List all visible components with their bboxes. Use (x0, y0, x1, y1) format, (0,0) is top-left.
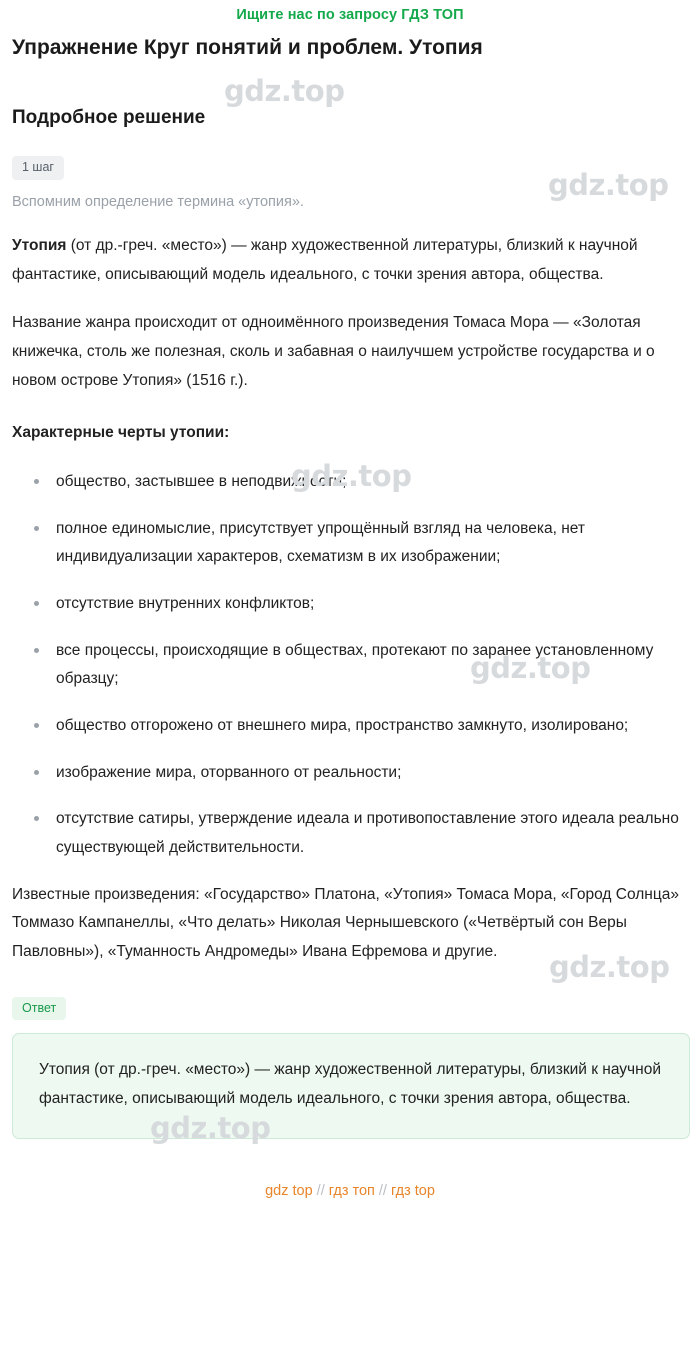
origin-paragraph: Название жанра происходит от одноимённого произведения Томаса Мора — «Золотая книжечка, столь же полезная, сколь и забавная о наилучшем устройстве государства и о новом острове Утопия» (1516 г.). (12, 314, 655, 389)
watermark: gdz.top (150, 1111, 271, 1145)
watermark: gdz.top (291, 459, 412, 493)
list-item: изображение мира, оторванного от реальности; (34, 759, 690, 788)
answer-box: Утопия (от др.-греч. «место») — жанр художественной литературы, близкий к научной фантастике, описывающий модель идеального, с точки зрения автора, общества. (12, 1033, 690, 1138)
watermark: gdz.top (548, 168, 669, 202)
watermark: gdz.top (470, 651, 591, 685)
step-hint-text: Вспомним определение термина «утопия». (12, 193, 304, 210)
watermark: gdz.top (224, 74, 345, 108)
answer-badge: Ответ (12, 997, 66, 1021)
footer-link-gdz-top[interactable]: gdz top (265, 1182, 313, 1199)
step-badge: 1 шаг (12, 156, 64, 180)
section-title-detailed-solution: Подробное решение (12, 107, 206, 129)
list-item: общество, застывшее в неподвижности; (34, 468, 690, 497)
features-heading: Характерные черты утопии: (12, 424, 230, 442)
footer-link-gdz-top-ru[interactable]: гдз топ (328, 1182, 375, 1199)
list-item: отсутствие сатиры, утверждение идеала и противопоставление этого идеала реально существующей действительности. (34, 805, 690, 862)
footer-link-gdz-top-mixed[interactable]: гдз top (390, 1182, 435, 1199)
page-title: Упражнение Круг понятий и проблем. Утопия (12, 36, 483, 59)
footer-separator: // (378, 1182, 387, 1199)
list-item: все процессы, происходящие в обществах, протекают по заранее установленному образцу; (34, 637, 690, 694)
footer-separator: // (316, 1182, 325, 1199)
definition-paragraph (12, 232, 690, 289)
list-item: отсутствие внутренних конфликтов; (34, 590, 690, 619)
promo-banner: Ищите нас по запросу ГДЗ ТОП (236, 7, 464, 23)
definition-body: (от др.-греч. «место») — жанр художественной литературы, близкий к научной фантастике, описывающий модель идеального, с точки зрения автора, общества. (12, 236, 638, 283)
list-item: общество отгорожено от внешнего мира, пространство замкнуто, изолировано; (34, 712, 690, 741)
definition-term: Утопия (12, 236, 67, 254)
features-list (10, 468, 690, 863)
list-item: полное единомыслие, присутствует упрощённый взгляд на человека, нет индивидуализации характеров, схематизм в их изображении; (34, 515, 690, 572)
famous-works-paragraph: Известные произведения: «Государство» Платона, «Утопия» Томаса Мора, «Город Солнца» Томмазо Кампанеллы, «Что делать» Николая Чернышевского («Четвёртый сон Веры Павловны»), «Туманность Андромеды» Ивана Ефремова и другие. (12, 885, 679, 961)
watermark: gdz.top (549, 950, 670, 984)
footer-links (10, 1173, 690, 1213)
